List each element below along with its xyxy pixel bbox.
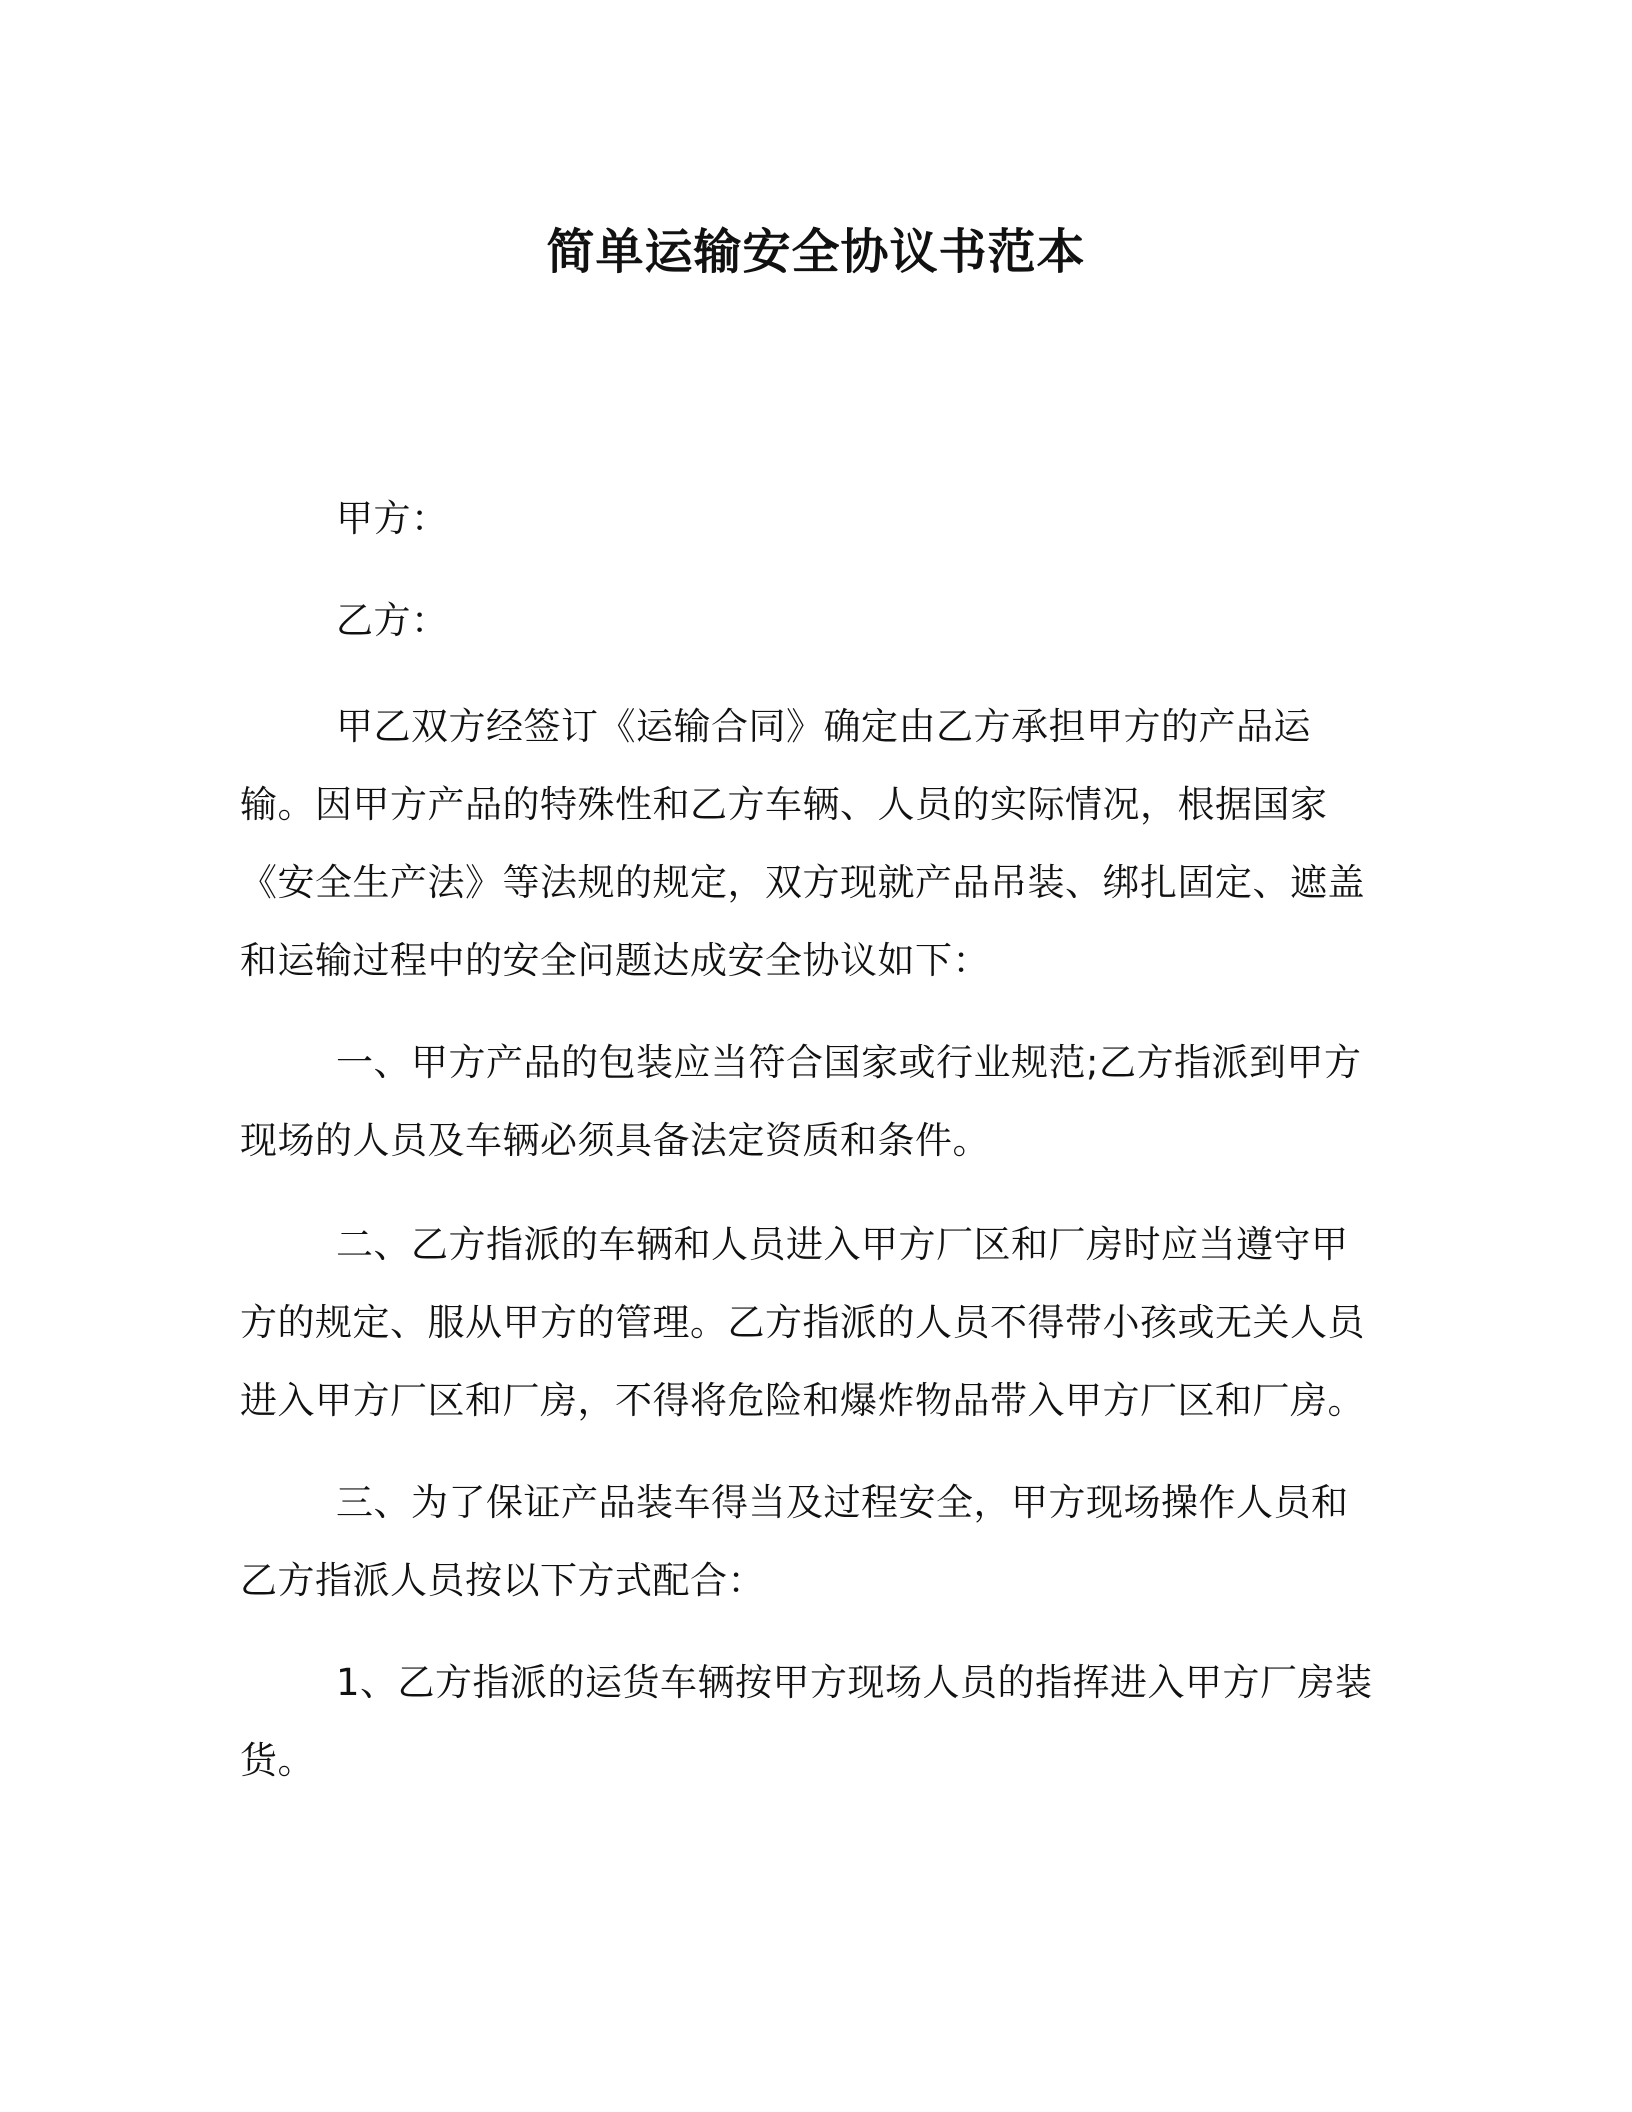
document-title: 简单运输安全协议书范本 (546, 224, 1086, 280)
clause-2-paragraph: 二、乙方指派的车辆和人员进入甲方厂区和厂房时应当遵守甲方的规定、服从甲方的管理。乙方指派的人员不得带小孩或无关人员进入甲方厂区和厂房，不得将危险和爆炸物品带入甲方厂区和厂房。 (240, 1223, 1365, 1422)
clause-3-paragraph: 三、为了保证产品装车得当及过程安全，甲方现场操作人员和乙方指派人员按以下方式配合： (240, 1481, 1349, 1602)
clause-3-item-1-paragraph: 1、乙方指派的运货车辆按甲方现场人员的指挥进入甲方厂房装货。 (240, 1661, 1373, 1782)
clause-1-paragraph: 一、甲方产品的包装应当符合国家或行业规范;乙方指派到甲方现场的人员及车辆必须具备法定资质和条件。 (240, 1041, 1362, 1162)
intro-paragraph: 甲乙双方经签订《运输合同》确定由乙方承担甲方的产品运输。因甲方产品的特殊性和乙方车辆、人员的实际情况，根据国家《安全生产法》等法规的规定，双方现就产品吊装、绑扎固定、遮盖和运输过程中的安全问题达成安全协议如下： (240, 705, 1365, 982)
party-b-label: 乙方： (336, 599, 449, 642)
party-a-label: 甲方： (336, 497, 449, 540)
